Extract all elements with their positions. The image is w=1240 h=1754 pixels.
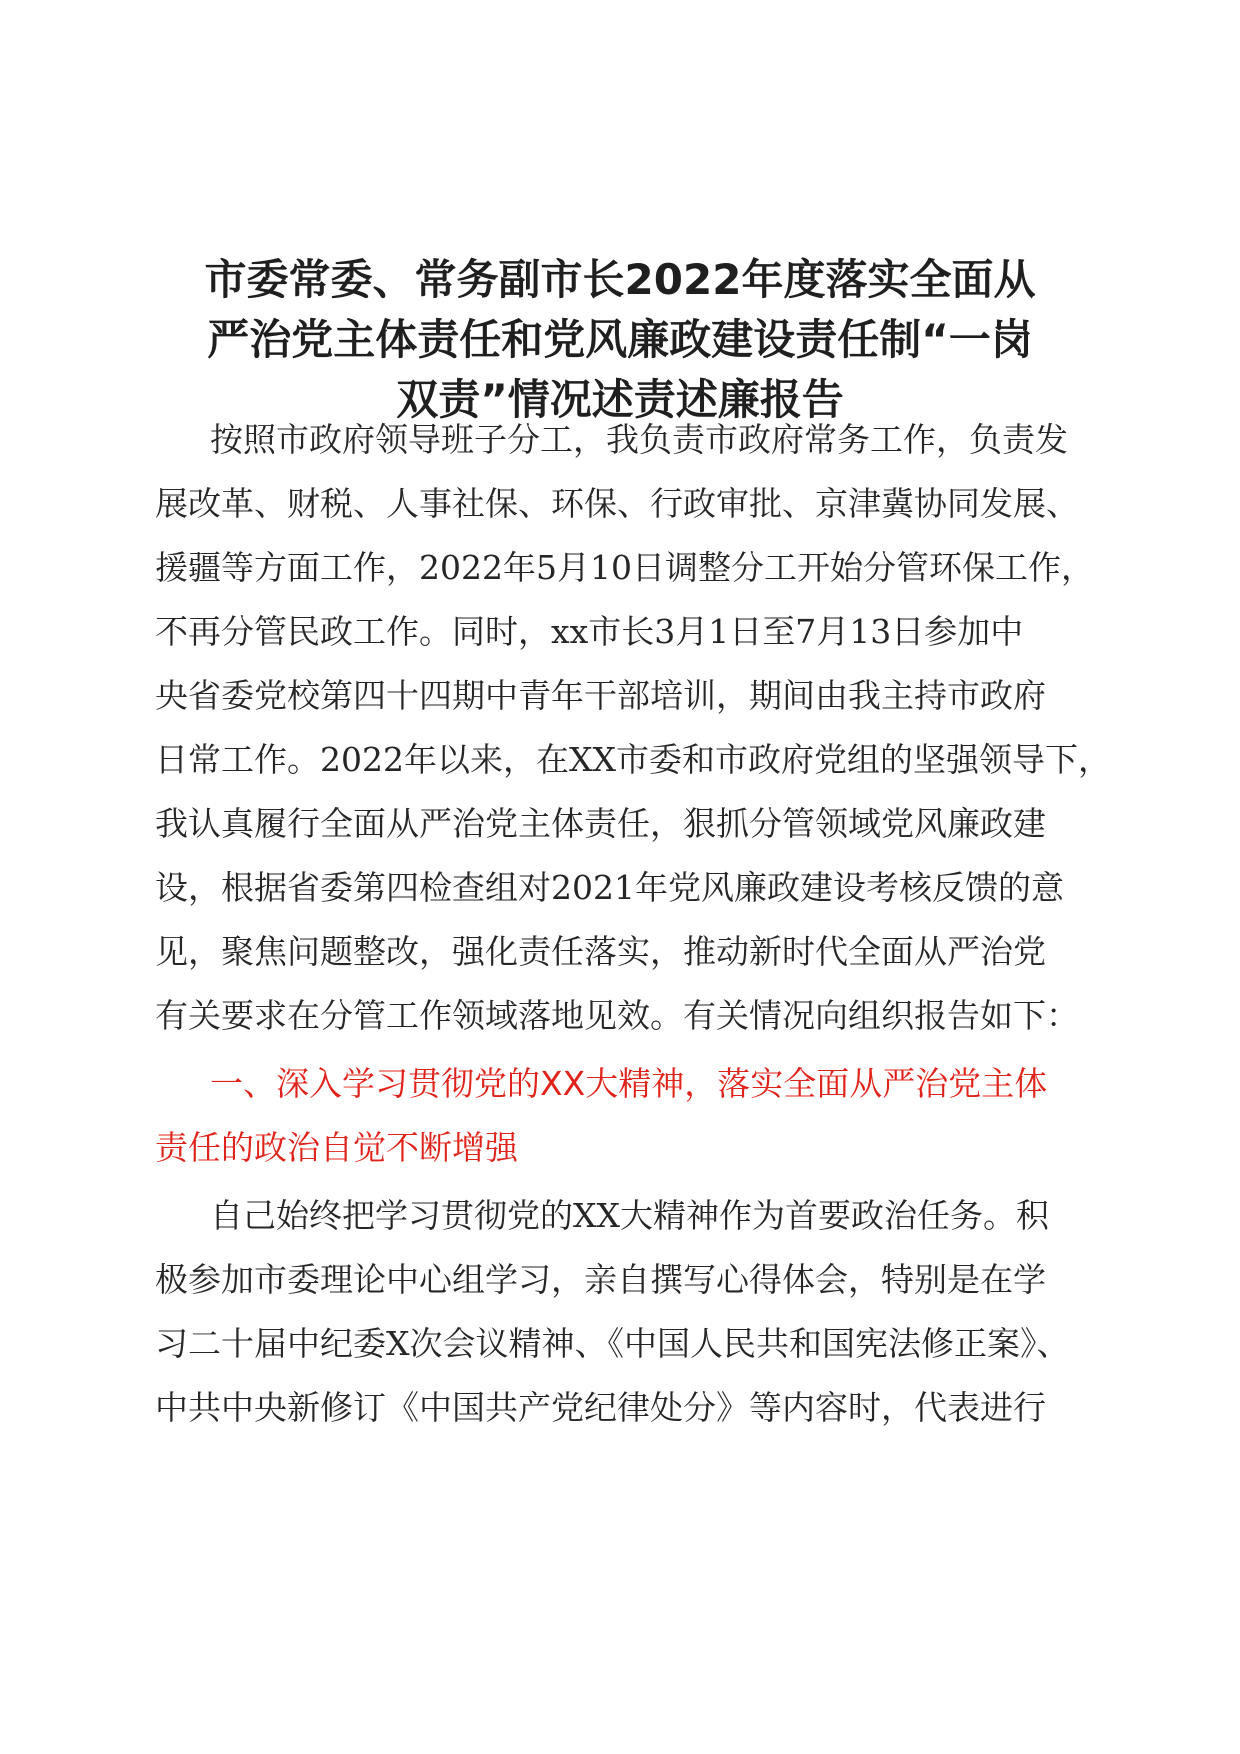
- document-title: [140, 250, 1100, 430]
- paragraph-line: 见，聚焦问题整改，强化责任落实，推动新时代全面从严治党: [155, 932, 1046, 971]
- paragraph-line: 不再分管民政工作。同时，xx市长3月1日至7月13日参加中: [155, 612, 1024, 651]
- paragraph-line: 极参加市委理论中心组学习，亲自撰写心得体会，特别是在学: [155, 1260, 1046, 1299]
- paragraph-line: 援疆等方面工作，2022年5月10日调整分工开始分管环保工作，: [155, 548, 1094, 587]
- paragraph-line: 中共中央新修订《中国共产党纪律处分》等内容时，代表进行: [155, 1388, 1046, 1427]
- title-line-1: 市委常委、常务副市长2022年度落实全面从: [204, 255, 1036, 304]
- paragraph-line: 自己始终把学习贯彻党的XX大精神作为首要政治任务。积: [210, 1196, 1049, 1235]
- section-heading-line: 一、深入学习贯彻党的XX大精神，落实全面从严治党主体: [210, 1064, 1048, 1103]
- paragraph-line: 设，根据省委第四检查组对2021年党风廉政建设考核反馈的意: [155, 868, 1064, 907]
- paragraph-line: 有关要求在分管工作领域落地见效。有关情况向组织报告如下：: [155, 996, 1079, 1035]
- section-heading-line: 责任的政治自觉不断增强: [155, 1128, 518, 1167]
- paragraph-line: 习二十届中纪委X次会议精神、《中国人民共和国宪法修正案》、: [155, 1324, 1070, 1363]
- title-line-3: 双责”情况述责述廉报告: [396, 375, 844, 424]
- paragraph-line: 按照市政府领导班子分工，我负责市政府常务工作，负责发: [210, 420, 1068, 459]
- title-line-2: 严治党主体责任和党风廉政建设责任制“一岗: [207, 315, 1033, 364]
- paragraph-line: 我认真履行全面从严治党主体责任，狠抓分管领域党风廉政建: [155, 804, 1046, 843]
- section-1-paragraph: [155, 1184, 1115, 1440]
- paragraph-line: 央省委党校第四十四期中青年干部培训，期间由我主持市政府: [155, 676, 1046, 715]
- paragraph-line: 日常工作。2022年以来，在XX市委和市政府党组的坚强领导下，: [155, 740, 1111, 779]
- intro-paragraph: [155, 408, 1115, 1048]
- section-1-heading: [155, 1052, 1115, 1180]
- paragraph-line: 展改革、财税、人事社保、环保、行政审批、京津冀协同发展、: [155, 484, 1079, 523]
